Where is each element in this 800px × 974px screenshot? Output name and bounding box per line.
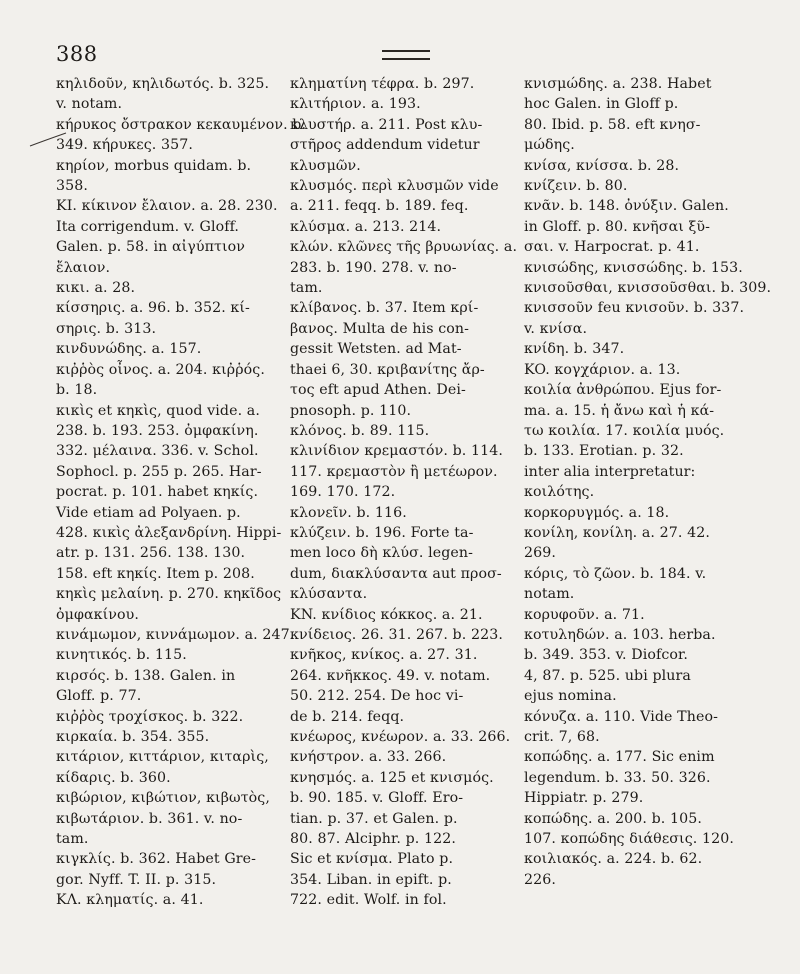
index-entry-line: 264. κνῆκκος. 49. v. notam. — [290, 667, 491, 684]
index-entry-line: Vide etiam ad Polyaen. p. — [56, 504, 241, 521]
index-entry-line: κίδαρις. b. 360. — [56, 769, 171, 786]
index-entry-line: κλυσμός. περὶ κλυσμῶν vide — [290, 178, 499, 195]
index-entry-line: 269. — [524, 545, 556, 562]
index-entry-line: 283. b. 190. 278. v. no- — [290, 259, 457, 276]
index-entry-line: gessit Wetsten. ad Mat- — [290, 341, 462, 358]
index-entry-line: v. notam. — [56, 96, 123, 113]
index-entry-line: pnosoph. p. 110. — [290, 402, 412, 419]
index-entry-line: κλίβανος. b. 37. Item κρί- — [290, 300, 479, 317]
index-entry-line: in Gloff. p. 80. κνῆσαι ξῦ- — [524, 218, 711, 235]
index-entry-line: tam. — [290, 280, 323, 297]
index-column-left — [56, 74, 307, 911]
index-entry-line: κλύσμα. a. 213. 214. — [290, 218, 442, 235]
index-entry-line: κνισσοῦν feu κνισοῦν. b. 337. — [524, 300, 745, 317]
index-entry-line: κοιλιακός. a. 224. b. 62. — [524, 851, 703, 868]
index-entry-line: κόνυζα. a. 110. Vide Theo- — [524, 708, 718, 725]
index-entry-line: Hippiatr. p. 279. — [524, 790, 644, 807]
index-entry-line: κνήστρον. a. 33. 266. — [290, 749, 447, 766]
index-entry-line: κλυστήρ. a. 211. Post κλυ- — [290, 116, 483, 133]
index-entry-line: ὀμφακίνου. — [56, 606, 140, 623]
index-entry-line: κιβώριον, κιβώτιον, κιβωτὸς, — [56, 790, 270, 807]
index-entry-line: 50. 212. 254. De hoc vi- — [290, 688, 464, 705]
index-entry-line: κλόνος. b. 89. 115. — [290, 422, 430, 439]
index-entry-line: b. 90. 185. v. Gloff. Ero- — [290, 790, 464, 807]
index-entry-line: κληματίνη τέφρα. b. 297. — [290, 76, 475, 92]
index-entry-line: κιτάριον, κιττάριον, κιταρὶς, — [56, 749, 269, 766]
index-entry-line: KN. κνίδιος κόκκος. a. 21. — [290, 606, 483, 623]
index-entry-line: dum, διακλύσαντα aut προσ- — [290, 565, 502, 582]
index-entry-line: κνίσα, κνίσσα. b. 28. — [524, 157, 680, 174]
index-entry-line: κηρίον, morbus quidam. b. — [56, 157, 252, 174]
index-entry-line: κλύσαντα. — [290, 586, 368, 603]
index-entry-line: κλινίδιον κρεμαστόν. b. 114. — [290, 443, 503, 460]
index-entry-line: ma. a. 15. ἡ ἄνω καὶ ἡ κά- — [524, 402, 715, 419]
index-entry-line: τω κοιλία. 17. κοιλία μυός. — [524, 422, 725, 439]
index-entry-line: κιῤῥὸς οἶνος. a. 204. κιῤῥός. — [56, 361, 265, 378]
index-entry-line: 349. κήρυκες. 357. — [56, 137, 194, 154]
index-entry-line: b. 18. — [56, 382, 98, 399]
index-entry-line: κλονεῖν. b. 116. — [290, 504, 407, 521]
index-entry-line: κνῆκος, κνίκος. a. 27. 31. — [290, 647, 478, 664]
index-entry-line: inter alia interpretatur: — [524, 463, 696, 480]
index-entry-line: a. 211. feqq. b. 189. feq. — [290, 198, 469, 215]
index-entry-line: κιβωτάριον. b. 361. v. no- — [56, 810, 243, 827]
index-entry-line: κοπώδης. a. 177. Sic enim — [524, 749, 715, 766]
index-entry-line: 80. Ibid. p. 58. eft κνησ- — [524, 116, 701, 133]
index-entry-line: μώδης. — [524, 137, 575, 154]
index-entry-line: 358. — [56, 178, 88, 195]
index-entry-line: κινδυνώδης. a. 157. — [56, 341, 202, 358]
index-entry-line: gor. Nyff. T. II. p. 315. — [56, 871, 217, 888]
index-entry-line: 332. μέλαινα. 336. v. Schol. — [56, 443, 259, 460]
index-entry-line: κνισοῦσθαι, κνισσοῦσθαι. b. 309. — [524, 280, 772, 297]
index-entry-line: κιγκλίς. b. 362. Habet Gre- — [56, 851, 257, 868]
index-entry-line: κορκορυγμός. a. 18. — [524, 504, 670, 521]
index-entry-line: atr. p. 131. 256. 138. 130. — [56, 545, 246, 562]
index-entry-line: κλυσμῶν. — [290, 157, 361, 174]
index-entry-line: κοτυληδών. a. 103. herba. — [524, 626, 716, 643]
index-entry-line: tam. — [56, 831, 89, 848]
index-entry-line: κιρσός. b. 138. Galen. in — [56, 667, 236, 684]
index-entry-line: 428. κικὶς ἀλεξανδρίνη. Hippi- — [56, 524, 282, 541]
index-entry-line: κήρυκος ὄστρακον κεκαυμένον. b. — [56, 116, 307, 133]
index-entry-line: b. 349. 353. v. Diofcor. — [524, 647, 688, 664]
index-entry-line: Sic et κνίσμα. Plato p. — [290, 851, 454, 868]
index-column-middle — [290, 74, 518, 911]
index-entry-line: hoc Galen. in Gloff p. — [524, 96, 679, 113]
index-entry-line: κνίδη. b. 347. — [524, 341, 625, 358]
index-entry-line: κηλιδοῦν, κηλιδωτός. b. 325. — [56, 76, 270, 92]
index-entry-line: KO. κογχάριον. a. 13. — [524, 361, 681, 378]
index-entry-line: legendum. b. 33. 50. 326. — [524, 769, 711, 786]
index-entry-line: Sophocl. p. 255 p. 265. Har- — [56, 463, 262, 480]
index-entry-line: ejus nomina. — [524, 688, 617, 705]
index-entry-line: κιρκαία. b. 354. 355. — [56, 729, 210, 745]
index-entry-line: men loco δὴ κλύσ. legen- — [290, 545, 474, 562]
index-entry-line: tian. p. 37. et Galen. p. — [290, 810, 458, 827]
index-entry-line: κοιλότης. — [524, 484, 595, 501]
index-entry-line: κνισώδης, κνισσώδης. b. 153. — [524, 259, 743, 276]
index-entry-line: κλύζειν. b. 196. Forte ta- — [290, 524, 474, 541]
index-entry-line: ἔλαιον. — [56, 259, 111, 276]
index-entry-line: Ita corrigendum. v. Gloff. — [56, 218, 240, 235]
index-entry-line: κνησμός. a. 125 et κνισμός. — [290, 769, 494, 786]
index-entry-line: 4, 87. p. 525. ubi plura — [524, 667, 691, 684]
index-entry-line: pocrat. p. 101. habet κηκίς. — [56, 484, 259, 501]
index-entry-line: 117. κρεμαστὸν ἢ μετέωρον. — [290, 463, 498, 480]
index-entry-line: σηρις. b. 313. — [56, 320, 157, 337]
index-entry-line: Gloff. p. 77. — [56, 688, 142, 705]
index-entry-line: thaei 6, 30. κριβανίτης ἄρ- — [290, 361, 485, 378]
index-entry-line: βανος. Multa de his con- — [290, 320, 470, 337]
index-entry-line: κίσσηρις. a. 96. b. 352. κί- — [56, 300, 250, 317]
index-entry-line: 80. 87. Alciphr. p. 122. — [290, 831, 456, 848]
index-entry-line: κνᾶν. b. 148. ὀνύξιν. Galen. — [524, 198, 729, 215]
index-entry-line: κνέωρος, κνέωρον. a. 33. 266. — [290, 729, 511, 745]
header-ornament-rule — [382, 50, 430, 60]
index-entry-line: τος eft apud Athen. Dei- — [290, 382, 466, 399]
index-entry-line: σαι. v. Harpocrat. p. 41. — [524, 239, 700, 256]
index-entry-line: ΚΛ. κληματίς. a. 41. — [56, 892, 204, 909]
index-entry-line: κλιτήριον. a. 193. — [290, 96, 421, 113]
index-entry-line: v. κνίσα. — [524, 320, 588, 337]
index-entry-line: crit. 7, 68. — [524, 729, 600, 745]
index-entry-line: 722. edit. Wolf. in fol. — [290, 892, 447, 909]
index-entry-line: κινάμωμον, κιννάμωμον. a. 247. — [56, 626, 295, 643]
index-entry-line: Galen. p. 58. in αἰγύπτιον — [56, 239, 245, 256]
index-entry-line: κνισμώδης. a. 238. Habet — [524, 76, 712, 92]
index-entry-line: 158. eft κηκίς. Item p. 208. — [56, 565, 255, 582]
page-number: 388 — [56, 42, 98, 66]
index-entry-line: de b. 214. feqq. — [290, 708, 405, 725]
index-entry-line: κικι. a. 28. — [56, 280, 136, 297]
index-entry-line: κοιλία ἀνθρώπου. Ejus for- — [524, 382, 722, 399]
index-column-right — [524, 74, 776, 890]
index-entry-line: 226. — [524, 871, 556, 888]
index-entry-line: 107. κοπώδης διάθεσις. 120. — [524, 831, 734, 848]
index-entry-line: στῆρος addendum videtur — [290, 137, 480, 154]
index-entry-line: κονίλη, κονίλη. a. 27. 42. — [524, 524, 710, 541]
index-entry-line: κοπώδης. a. 200. b. 105. — [524, 810, 702, 827]
index-entry-line: κινητικός. b. 115. — [56, 647, 187, 664]
index-entry-line: κνίζειν. b. 80. — [524, 178, 628, 195]
index-entry-line: κλών. κλῶνες τῆς βρυωνίας. a. — [290, 239, 518, 256]
index-entry-line: KI. κίκινον ἔλαιον. a. 28. 230. — [56, 198, 278, 215]
index-entry-line: notam. — [524, 586, 575, 603]
index-entry-line: κιῤῥὸς τροχίσκος. b. 322. — [56, 708, 244, 725]
index-entry-line: 169. 170. 172. — [290, 484, 396, 501]
index-entry-line: 354. Liban. in epift. p. — [290, 871, 452, 888]
index-entry-line: b. 133. Erotian. p. 32. — [524, 443, 684, 460]
index-entry-line: κνίδειος. 26. 31. 267. b. 223. — [290, 626, 503, 643]
index-entry-line: 238. b. 193. 253. ὀμφακίνη. — [56, 422, 259, 439]
index-entry-line: κορυφοῦν. a. 71. — [524, 606, 645, 623]
index-entry-line: κόρις, τὸ ζῶον. b. 184. v. — [524, 565, 707, 582]
index-entry-line: κικὶς et κηκὶς, quod vide. a. — [56, 402, 260, 419]
index-entry-line: κηκὶς μελαίνη. p. 270. κηκῖδος — [56, 586, 282, 603]
